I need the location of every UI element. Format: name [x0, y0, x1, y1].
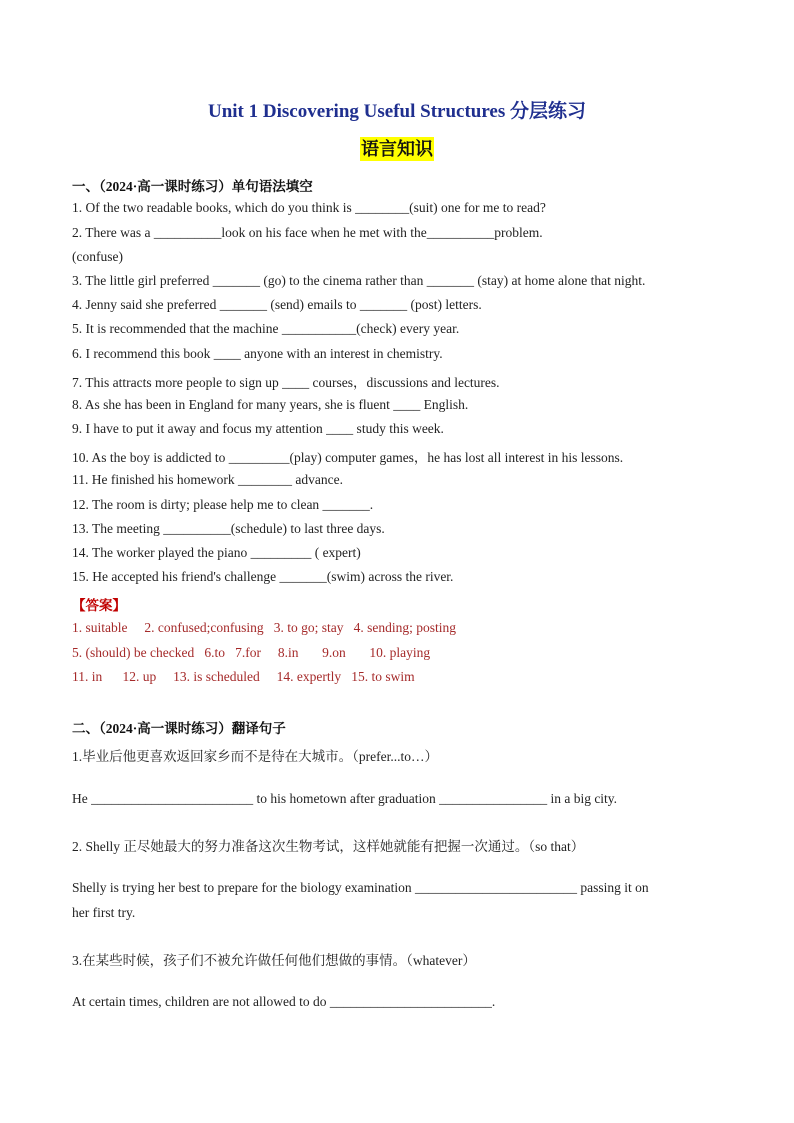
translation-answer-3: At certain times, children are not allowed to do ________________________.	[72, 994, 496, 1009]
question-6: 6. I recommend this book ____ anyone with an interest in chemistry.	[72, 346, 443, 361]
section-subtitle: 语言知识	[361, 139, 433, 159]
question-7: 7. This attracts more people to sign up ____ courses，discussions and lectures.	[72, 375, 500, 390]
answer-line-2: 5. (should) be checked 6.to 7.for 8.in 9.on 10. playing	[72, 645, 431, 660]
question-10: 10. As the boy is addicted to _________(play) computer games，he has lost all interest in his lessons.	[72, 450, 624, 465]
question-14: 14. The worker played the piano _________ ( expert)	[72, 545, 361, 560]
answer-line-3: 11. in 12. up 13. is scheduled 14. expertly 15. to swim	[72, 669, 415, 684]
subtitle-wrap	[0, 137, 794, 161]
page-title: Unit 1 Discovering Useful Structures 分层练习	[207, 101, 587, 122]
translation-answer-2-continued: her first try.	[72, 905, 136, 920]
question-15: 15. He accepted his friend's challenge _______(swim) across the river.	[72, 569, 454, 584]
question-5: 5. It is recommended that the machine ___________(check) every year.	[72, 321, 460, 336]
question-2-continued: (confuse)	[72, 249, 123, 264]
question-3: 3. The little girl preferred _______ (go) to the cinema rather than _______ (stay) at home alone that night.	[72, 273, 646, 288]
translation-answer-1: He ________________________ to his hometown after graduation ________________ in a big city.	[72, 791, 618, 806]
question-4: 4. Jenny said she preferred _______ (send) emails to _______ (post) letters.	[72, 297, 482, 312]
question-8: 8. As she has been in England for many years, she is fluent ____ English.	[72, 397, 469, 412]
question-12: 12. The room is dirty; please help me to clean _______.	[72, 497, 374, 512]
question-11: 11. He finished his homework ________ advance.	[72, 472, 343, 487]
question-1: 1. Of the two readable books, which do you think is ________(suit) one for me to read?	[72, 200, 546, 215]
translation-answer-2: Shelly is trying her best to prepare for the biology examination ________________________ passing it on	[72, 880, 649, 895]
translation-question-3: 3.在某些时候，孩子们不被允许做任何他们想做的事情。（whatever）	[72, 953, 476, 968]
translation-question-1: 1.毕业后他更喜欢返回家乡而不是待在大城市。（prefer...to…）	[72, 749, 438, 764]
answer-line-1: 1. suitable 2. confused;confusing 3. to go; stay 4. sending; posting	[72, 620, 456, 635]
section-2-heading: 二、（2024·高一课时练习）翻译句子	[72, 721, 286, 736]
question-2: 2. There was a __________look on his face when he met with the__________problem.	[72, 225, 543, 240]
translation-question-2: 2. Shelly 正尽她最大的努力准备这次生物考试，这样她就能有把握一次通过。（so that）	[72, 839, 585, 854]
question-9: 9. I have to put it away and focus my attention ____ study this week.	[72, 421, 444, 436]
answer-label: 【答案】	[72, 598, 126, 613]
question-13: 13. The meeting __________(schedule) to last three days.	[72, 521, 385, 536]
section-1-heading: 一、（2024·高一课时练习）单句语法填空	[72, 179, 313, 194]
